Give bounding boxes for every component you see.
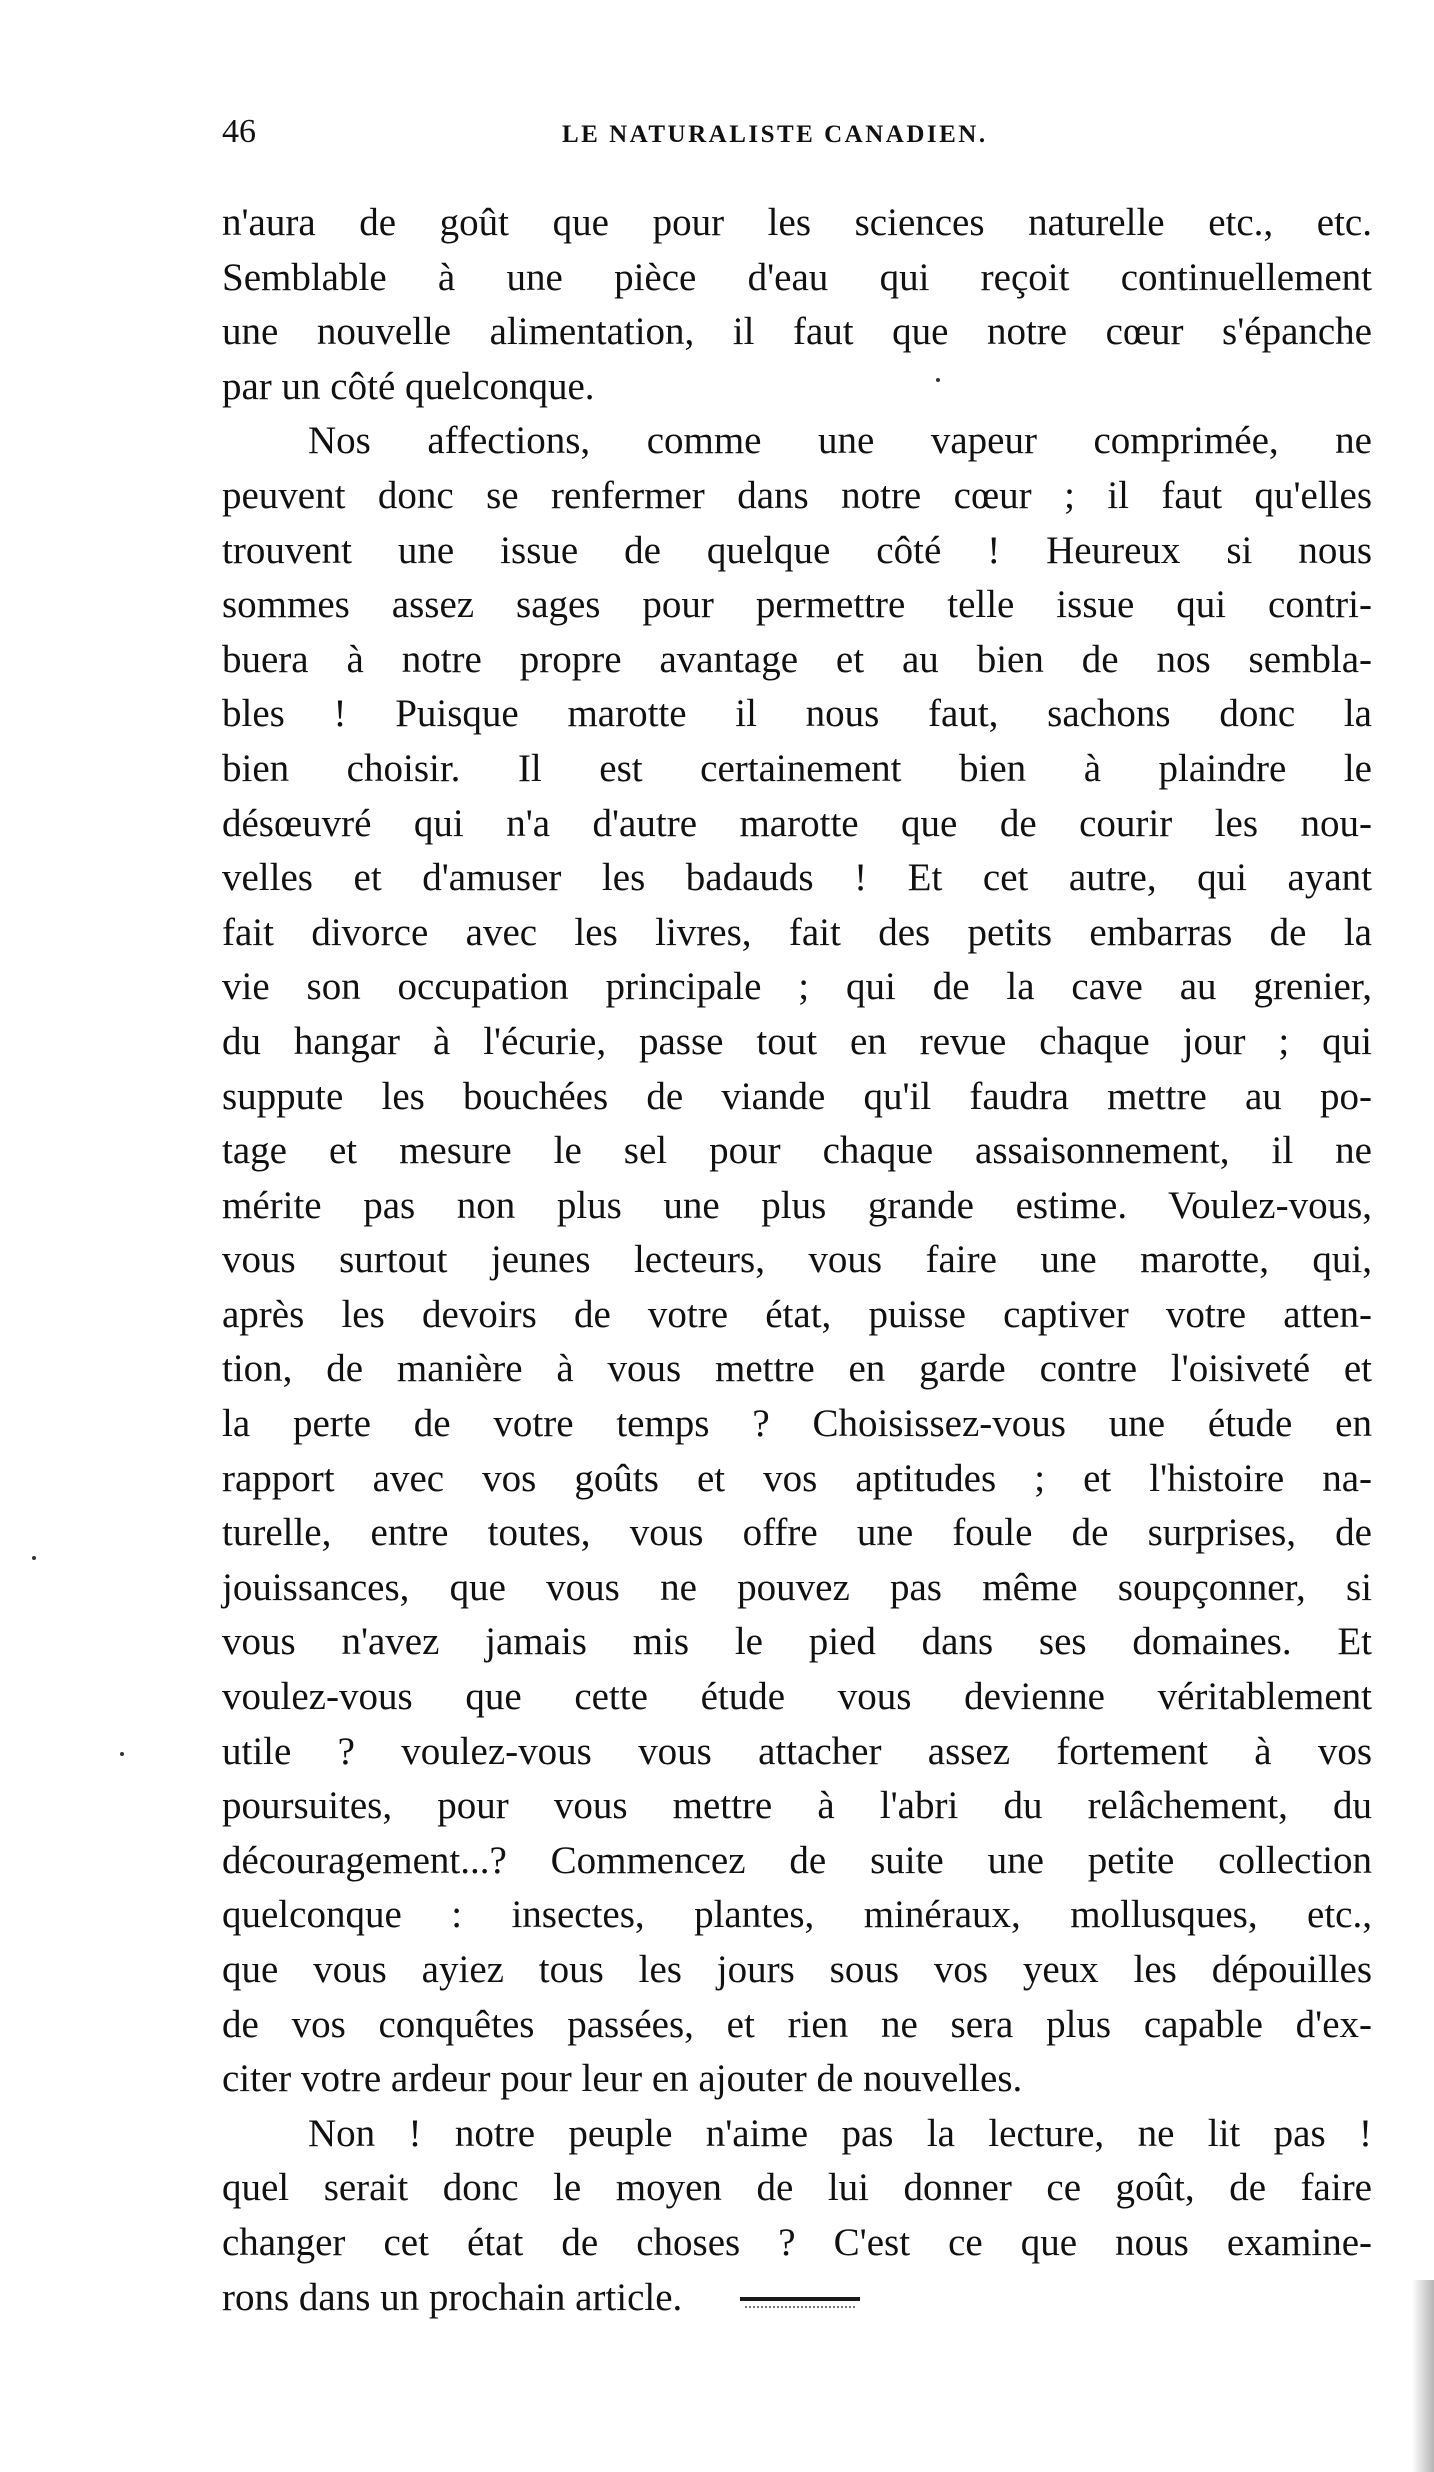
text-line: jouissances, que vous ne pouvez pas même soupçonner, si xyxy=(222,1565,1372,1609)
text-line: utile ? voulez-vous vous attacher assez fortement à vos xyxy=(222,1729,1372,1773)
text-line: rapport avec vos goûts et vos aptitudes ; et l'histoire na- xyxy=(222,1456,1372,1500)
text-line: du hangar à l'écurie, passe tout en revue chaque jour ; qui xyxy=(222,1019,1372,1063)
text-line: tage et mesure le sel pour chaque assaisonnement, il ne xyxy=(222,1129,1372,1173)
text-line: une nouvelle alimentation, il faut que notre cœur s'épanche xyxy=(222,310,1372,354)
text-line: tion, de manière à vous mettre en garde contre l'oisiveté et xyxy=(222,1347,1372,1391)
text-line: vous n'avez jamais mis le pied dans ses domaines. Et xyxy=(222,1620,1372,1664)
text-line: bles ! Puisque marotte il nous faut, sachons donc la xyxy=(222,692,1372,736)
end-of-article-rule xyxy=(740,2297,860,2301)
end-rule-dotted-line xyxy=(745,2306,855,2308)
paragraph xyxy=(222,2107,1372,2325)
text-line: désœuvré qui n'a d'autre marotte que de courir les nou- xyxy=(222,801,1372,845)
paragraph xyxy=(222,414,1372,2106)
text-line: sommes assez sages pour permettre telle issue qui contri- xyxy=(222,583,1372,627)
text-line: trouvent une issue de quelque côté ! Heureux si nous xyxy=(222,528,1372,572)
text-line: fait divorce avec les livres, fait des petits embarras de la xyxy=(222,910,1372,954)
page-number: 46 xyxy=(222,113,256,150)
text-line: voulez-vous que cette étude vous devienne véritablement xyxy=(222,1675,1372,1719)
text-line: peuvent donc se renfermer dans notre cœur ; il faut qu'elles xyxy=(222,473,1372,517)
text-line: découragement...? Commencez de suite une petite collection xyxy=(222,1838,1372,1882)
text-line: par un côté quelconque. xyxy=(222,364,595,408)
text-line: mérite pas non plus une plus grande estime. Voulez-vous, xyxy=(222,1183,1372,1227)
text-line: vous surtout jeunes lecteurs, vous faire une marotte, qui, xyxy=(222,1238,1372,1282)
text-line: bien choisir. Il est certainement bien à plaindre le xyxy=(222,746,1372,790)
page-header xyxy=(222,112,1052,156)
text-line: la perte de votre temps ? Choisissez-vous une étude en xyxy=(222,1402,1372,1446)
text-line: vie son occupation principale ; qui de la cave au grenier, xyxy=(222,965,1372,1009)
text-line: suppute les bouchées de viande qu'il faudra mettre au po- xyxy=(222,1074,1372,1118)
text-line: turelle, entre toutes, vous offre une foule de surprises, de xyxy=(222,1511,1372,1555)
text-line: citer votre ardeur pour leur en ajouter de nouvelles. xyxy=(222,2057,1023,2101)
running-title: LE NATURALISTE CANADIEN. xyxy=(562,121,988,148)
text-line: Nos affections, comme une vapeur comprimée, ne xyxy=(308,419,1372,463)
text-line: rons dans un prochain article. xyxy=(222,2275,683,2319)
text-line: changer cet état de choses ? C'est ce que nous examine- xyxy=(222,2220,1372,2264)
text-line: quel serait donc le moyen de lui donner ce goût, de faire xyxy=(222,2166,1372,2210)
page-edge-shadow xyxy=(1412,2280,1434,2472)
text-line: de vos conquêtes passées, et rien ne sera plus capable d'ex- xyxy=(222,2002,1372,2046)
text-line: poursuites, pour vous mettre à l'abri du relâchement, du xyxy=(222,1784,1372,1828)
scan-speck xyxy=(120,1752,124,1756)
text-line: n'aura de goût que pour les sciences naturelle etc., etc. xyxy=(222,201,1372,244)
text-line: quelconque : insectes, plantes, minéraux, mollusques, etc., xyxy=(222,1893,1372,1937)
body-text xyxy=(222,196,1372,2325)
text-line: Semblable à une pièce d'eau qui reçoit continuellement xyxy=(222,255,1372,299)
scan-speck xyxy=(32,1556,36,1560)
text-line: que vous ayiez tous les jours sous vos yeux les dépouilles xyxy=(222,1948,1372,1991)
text-line: buera à notre propre avantage et au bien de nos sembla- xyxy=(222,637,1372,681)
text-line: après les devoirs de votre état, puisse captiver votre atten- xyxy=(222,1292,1372,1336)
scan-speck xyxy=(936,378,940,382)
text-line: Non ! notre peuple n'aime pas la lecture, ne lit pas ! xyxy=(308,2111,1372,2155)
text-line: velles et d'amuser les badauds ! Et cet autre, qui ayant xyxy=(222,856,1372,900)
paragraph xyxy=(222,196,1372,414)
